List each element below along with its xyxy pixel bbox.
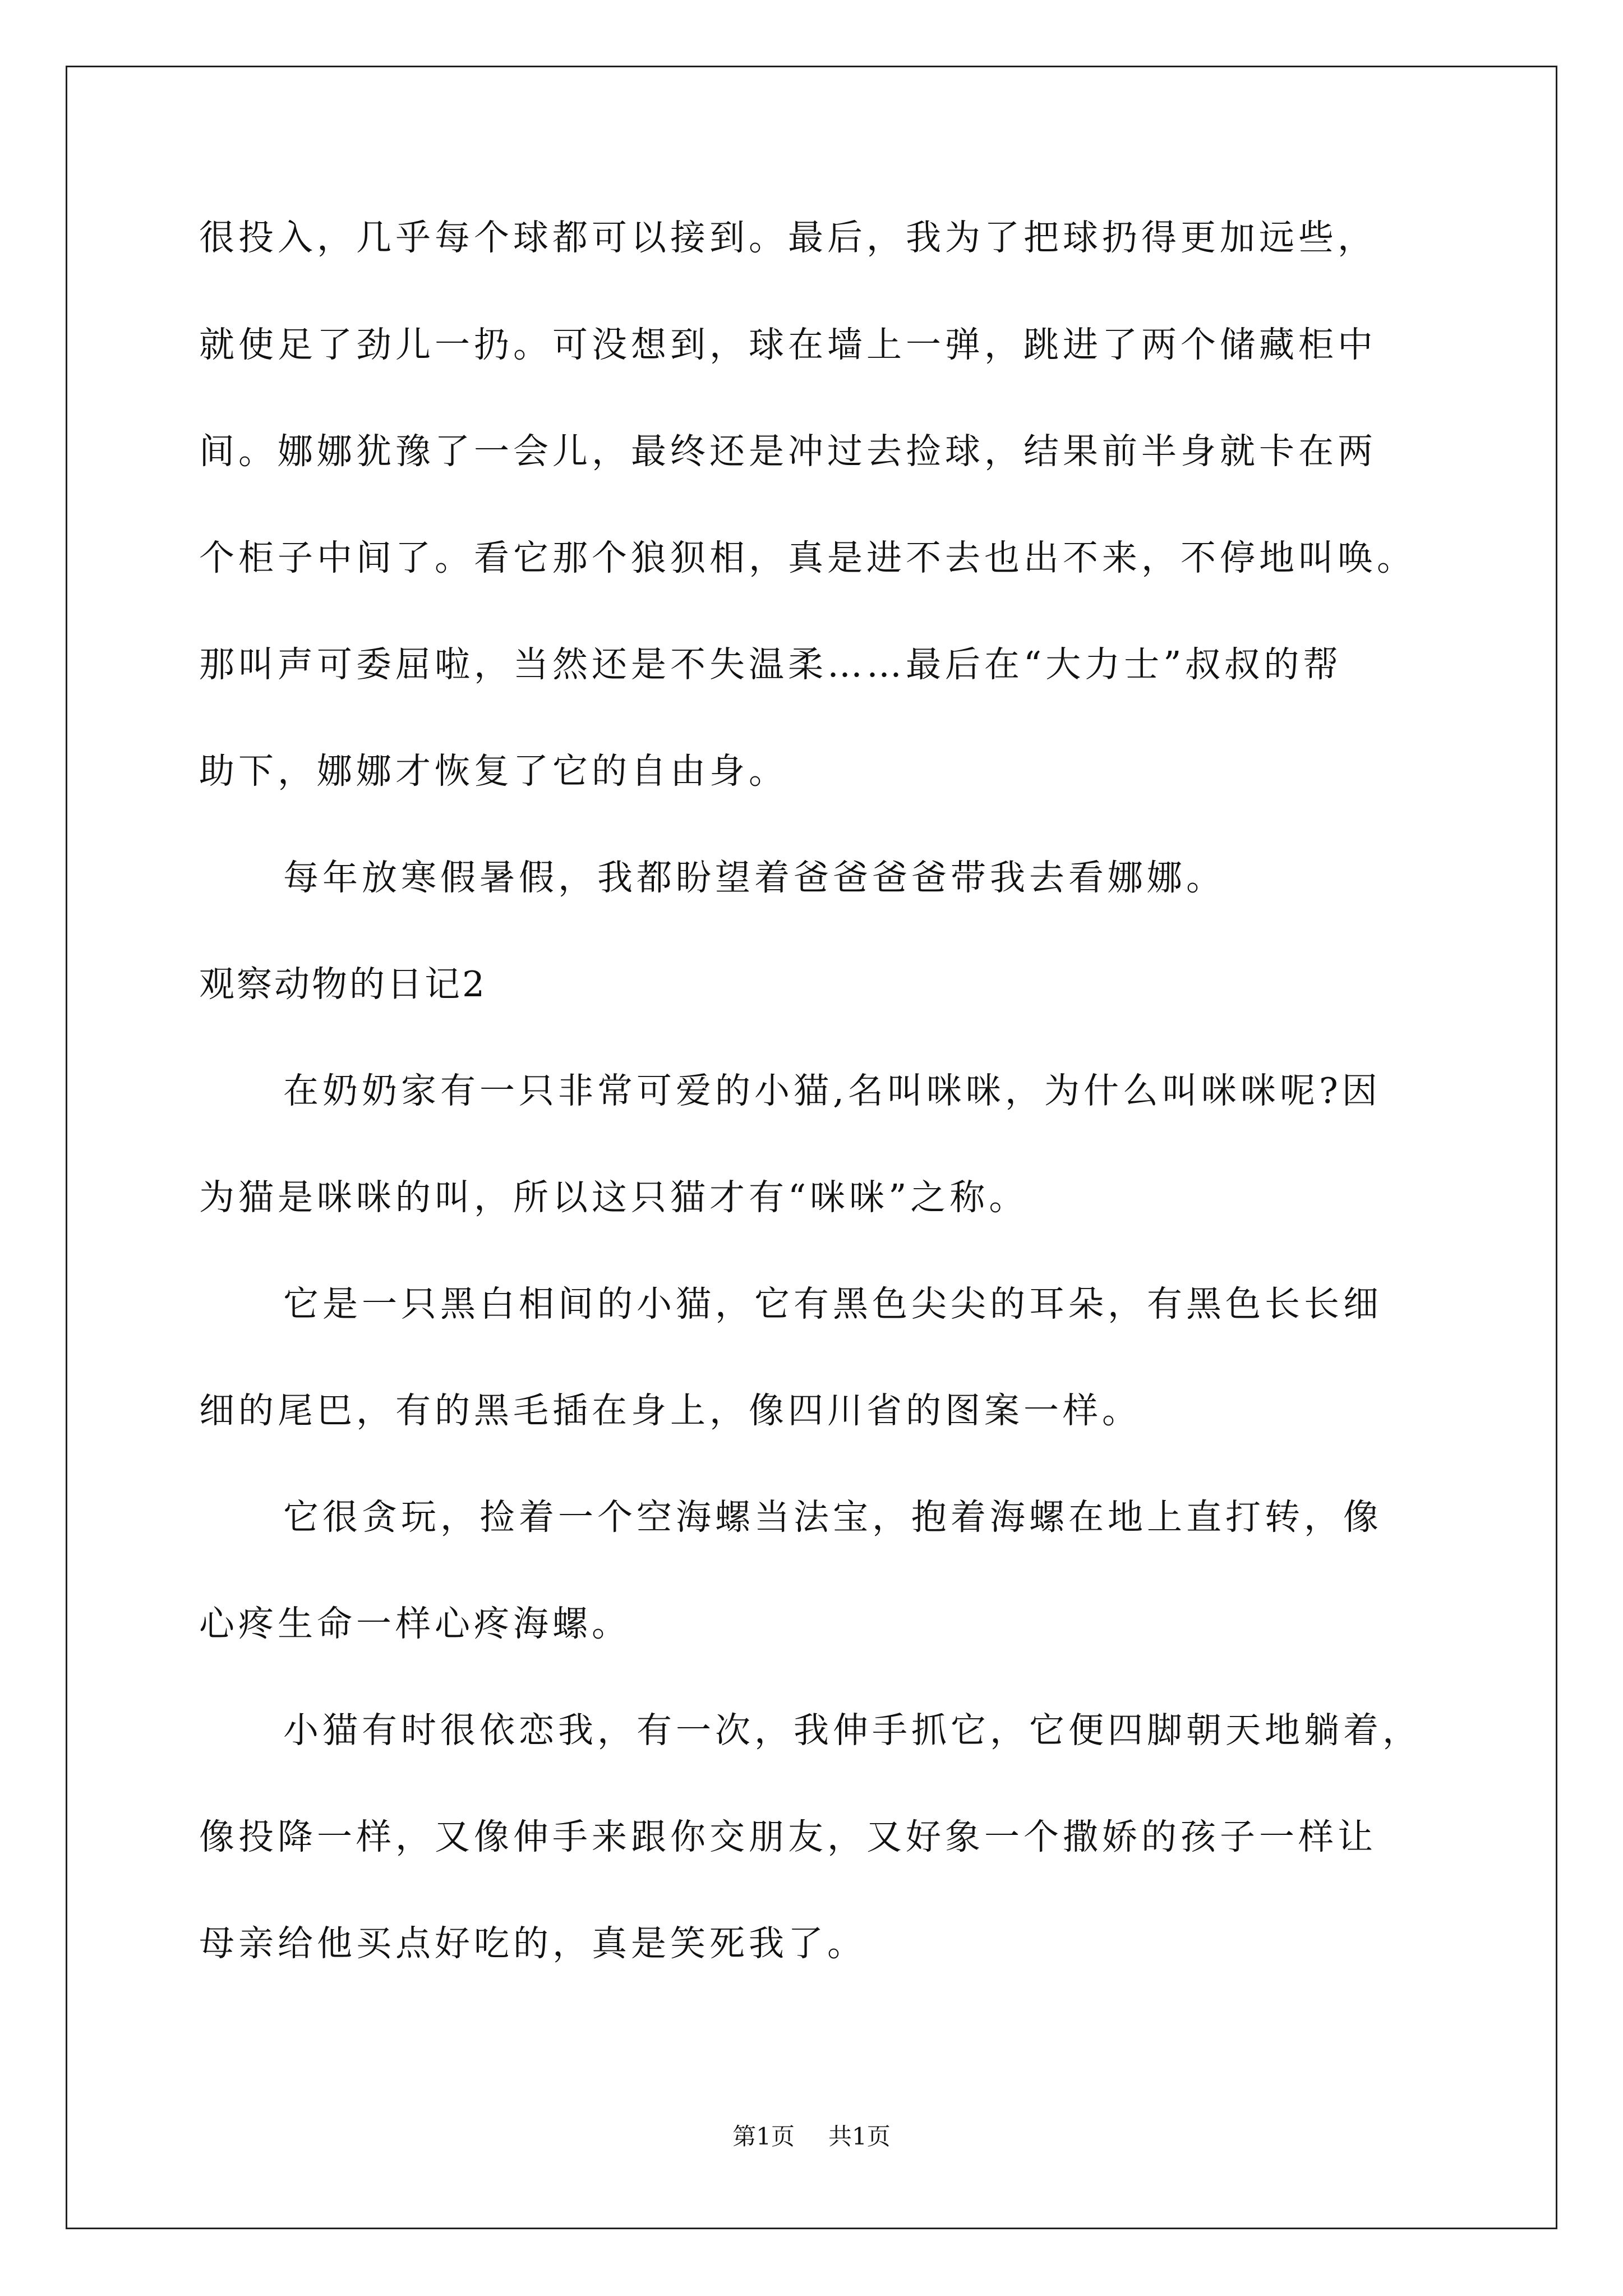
page-border — [66, 66, 1557, 2229]
text-line-3: 间。娜娜犹豫了一会儿，最终还是冲过去捡球，结果前半身就卡在两 — [199, 431, 1377, 472]
text-line-17: 母亲给他买点好吃的，真是笑死我了。 — [199, 1923, 866, 1964]
text-line-14: 心疼生命一样心疼海螺。 — [199, 1603, 631, 1644]
text-line-15: 小猫有时很依恋我，有一次，我伸手抓它，它便四脚朝天地躺着， — [283, 1710, 1422, 1751]
text-line-4: 个柜子中间了。看它那个狼狈相，真是进不去也出不来，不停地叫唤。 — [199, 537, 1416, 578]
text-line-9: 在奶奶家有一只非常可爱的小猫,名叫咪咪，为什么叫咪咪呢?因 — [283, 1070, 1381, 1111]
text-line-2: 就使足了劲儿一扔。可没想到，球在墙上一弹，跳进了两个储藏柜中 — [199, 324, 1377, 365]
text-line-6: 助下，娜娜才恢复了它的自由身。 — [199, 751, 788, 792]
text-line-11: 它是一只黑白相间的小猫，它有黑色尖尖的耳朵，有黑色长长细 — [283, 1283, 1382, 1324]
text-line-12: 细的尾巴，有的黑毛插在身上，像四川省的图案一样。 — [199, 1390, 1141, 1431]
text-line-13: 它很贪玩，捡着一个空海螺当法宝，抱着海螺在地上直打转，像 — [283, 1497, 1382, 1538]
page-total: 共1页 — [828, 2123, 891, 2150]
text-line-7: 每年放寒假暑假，我都盼望着爸爸爸爸带我去看娜娜。 — [283, 857, 1225, 898]
text-line-10: 为猫是咪咪的叫，所以这只猫才有“咪咪”之称。 — [199, 1177, 1029, 1218]
text-line-16: 像投降一样，又像伸手来跟你交朋友，又好象一个撒娇的孩子一样让 — [199, 1816, 1377, 1857]
text-line-1: 很投入，几乎每个球都可以接到。最后，我为了把球扔得更加远些， — [199, 217, 1377, 258]
text-line-5: 那叫声可委屈啦，当然还是不失温柔……最后在“大力士”叔叔的帮 — [199, 644, 1343, 685]
page-footer — [0, 2125, 1623, 2148]
section-heading: 观察动物的日记2 — [199, 964, 487, 1005]
page-number: 第1页 — [732, 2123, 795, 2150]
